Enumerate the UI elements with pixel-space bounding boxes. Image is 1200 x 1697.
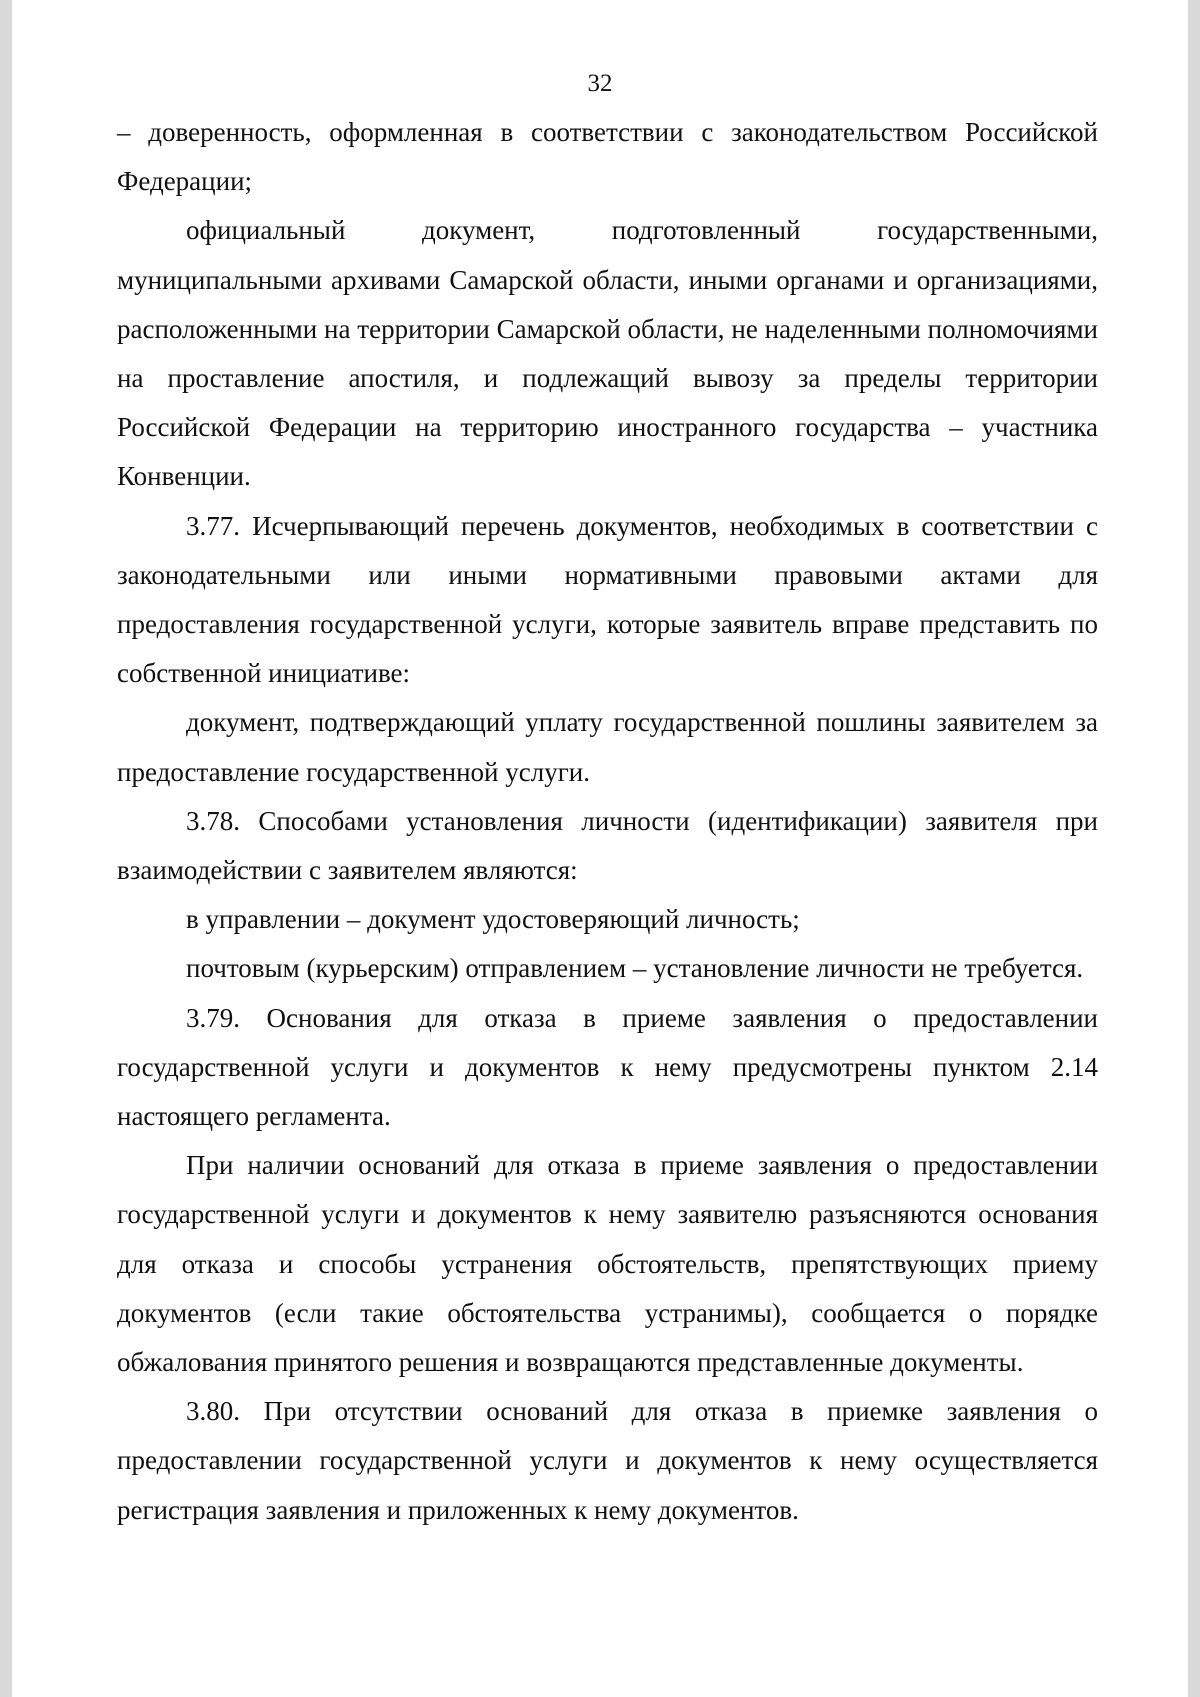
paragraph-in-department: в управлении – документ удостоверяющий личность; — [186, 904, 800, 935]
document-page — [12, 0, 1188, 1697]
paragraph-3-78: 3.78. Способами установления личности (идентификации) заявителя при взаимодействии с заявителем являются: — [117, 805, 1098, 886]
page-number: 32 — [587, 70, 613, 97]
paragraph-3-79: 3.79. Основания для отказа в приеме заявления о предоставлении государственной услуги и документов к нему предусмотрены пунктом 2.14 настоящего регламента. — [117, 1002, 1098, 1132]
document-body — [117, 108, 1098, 1535]
paragraph-postal-delivery: почтовым (курьерским) отправлением – установление личности не требуется. — [186, 953, 1084, 984]
paragraph-refusal-grounds: При наличии оснований для отказа в приеме заявления о предоставлении государственной услуги и документов к нему заявителю разъясняются основания для отказа и способы устранения обстоятельств, препятствующих приему документов (если такие обстоятельства устранимы), сообщается о порядке обжалования принятого решения и возвращаются представленные документы. — [117, 1150, 1098, 1378]
paragraph-official-document: официальный документ, подготовленный государственными, муниципальными архивами Самарской области, иными органами и организациями, расположенными на территории Самарской области, не наделенными полномочиями на проставление апостиля, и подлежащий вывозу за пределы территории Российской Федерации на территорию иностранного государства – участника Конвенции. — [117, 215, 1098, 492]
paragraph-power-of-attorney: – доверенность, оформленная в соответствии с законодательством Российской Федерации; — [117, 117, 1098, 197]
paragraph-3-80: 3.80. При отсутствии оснований для отказа в приемке заявления о предоставлении государственной услуги и документов к нему осуществляется регистрация заявления и приложенных к нему документов. — [117, 1396, 1098, 1525]
paragraph-3-77: 3.77. Исчерпывающий перечень документов, необходимых в соответствии с законодательными или иными нормативными правовыми актами для предоставления государственной услуги, которые заявитель вправе представить по собственной инициативе: — [117, 510, 1098, 689]
paragraph-state-fee-document: документ, подтверждающий уплату государственной пошлины заявителем за предоставление государственной услуги. — [117, 707, 1098, 787]
